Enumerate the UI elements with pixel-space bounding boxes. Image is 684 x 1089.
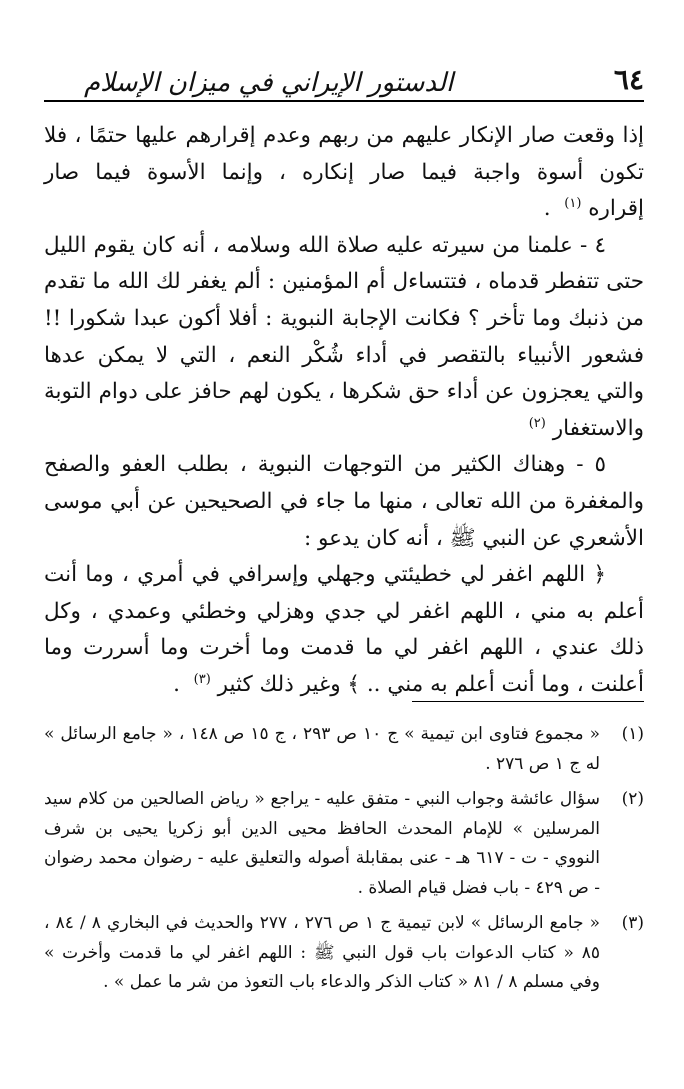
footnote-ref-3[interactable]: (٣) <box>193 671 211 687</box>
page-number: ٦٤ <box>613 63 644 96</box>
footnote-text-2: سؤال عائشة وجواب النبي - متفق عليه - يراجع « رياض الصالحين من كلام سيد المرسلين » للإمام المحدث الحافظ محيى الدين أبو زكريا يحيى بن شرف النووي - ت - ٦١٧ هـ - عنى بمقابلة أصوله والتعليق عليه - رضوان محمد رضوان - ص ٤٢٩ - باب فضل قيام الصلاة . <box>44 789 600 898</box>
paragraph-3 <box>44 447 644 557</box>
page-header <box>44 48 644 102</box>
footnote-1 <box>44 720 644 779</box>
paragraph-1 <box>44 118 644 228</box>
footnote-number-3: (٣) <box>621 913 644 933</box>
footnotes <box>44 720 644 1004</box>
paragraph-4 <box>44 557 644 703</box>
footnote-number-2: (٢) <box>621 789 644 809</box>
paragraph-1-end: . <box>543 196 551 222</box>
paragraph-3-text: ٥ - وهناك الكثير من التوجهات النبوية ، بطلب العفو والصفح والمغفرة من الله تعالى ، منها ما جاء في الصحيحين عن أبي موسى الأشعري عن النبي ﷺ ، أنه كان يدعو : <box>44 452 644 551</box>
footnote-separator <box>412 701 644 702</box>
main-text <box>44 118 644 704</box>
running-title: الدستور الإيراني في ميزان الإسلام <box>84 68 454 98</box>
paragraph-1-text: إذا وقعت صار الإنكار عليهم من ربهم وعدم إقرارهم عليها حتمًا ، فلا تكون أسوة واجبة فيما صار إنكاره ، وإنما الأسوة فيما صار إقراره <box>44 123 644 222</box>
footnote-2 <box>44 785 644 903</box>
footnote-text-3: « جامع الرسائل » لابن تيمية ج ١ ص ٢٧٦ ، ٢٧٧ والحديث في البخاري ٨ / ٨٤ ، ٨٥ « كتاب الدعوات باب قول النبي ﷺ : اللهم اغفر لي ما قدمت وأخرت » وفي مسلم ٨ / ٨١ « كتاب الذكر والدعاء باب التعوذ من شر ما عمل » . <box>44 913 601 992</box>
paragraph-2 <box>44 228 644 448</box>
footnote-ref-2[interactable]: (٢) <box>528 415 546 431</box>
footnote-3 <box>44 909 644 998</box>
paragraph-4-end: . <box>173 671 180 697</box>
footnote-text-1: « مجموع فتاوى ابن تيمية » ج ١٠ ص ٢٩٣ ، ج ١٥ ص ١٤٨ ، « جامع الرسائل » له ج ١ ص ٢٧٦ . <box>44 724 600 774</box>
paragraph-4-text: ﴿ اللهم اغفر لي خطيئتي وجهلي وإسرافي في أمري ، وما أنت أعلم به مني ، اللهم اغفر لي جدي وهزلي وخطئي وعمدي ، وكل ذلك عندي ، اللهم اغفر لي ما قدمت وما أخرت وما أسررت وما أعلنت ، وما أنت أعلم به مني .. ﴾ وغير ذلك كثير <box>44 562 644 697</box>
footnote-number-1: (١) <box>621 724 644 744</box>
footnote-ref-1[interactable]: (١) <box>564 196 582 212</box>
paragraph-2-text: ٤ - علمنا من سيرته عليه صلاة الله وسلامه ، أنه كان يقوم الليل حتى تتفطر قدماه ، فتتساءل أم المؤمنين : ألم يغفر لك الله ما تقدم من ذنبك وما تأخر ؟ فكانت الإجابة النبوية : أفلا أكون عبدا شكورا !! فشعور الأنبياء بالتقصر في أداء شُكْر النعم ، التي لا يمكن عدها والتي يعجزون عن أداء حق شكرها ، يكون لهم حافز على دوام التوبة والاستغفار <box>44 232 644 441</box>
